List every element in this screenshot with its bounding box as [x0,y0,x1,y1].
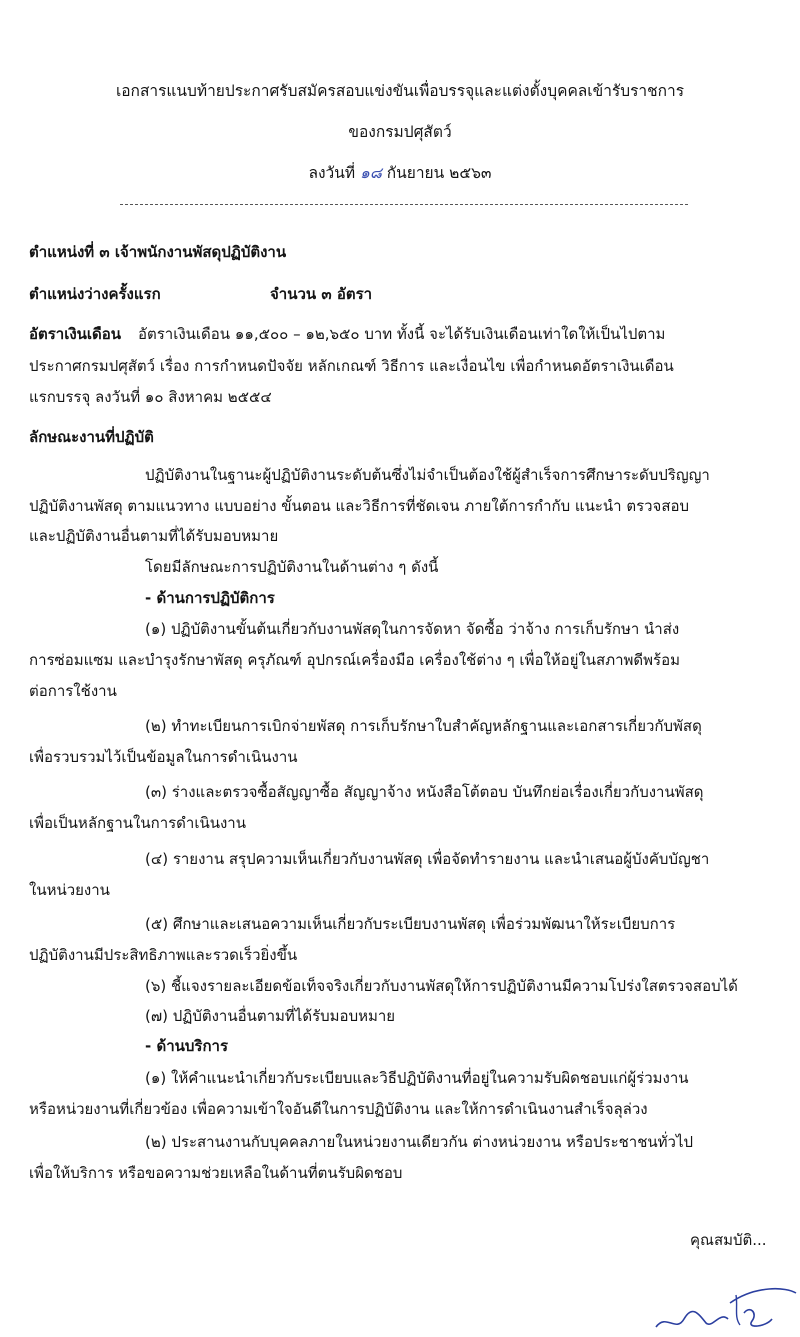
ops-item-1-line-2: การซ่อมแซม และบำรุงรักษาพัสดุ ครุภัณฑ์ อุปกรณ์เครื่องมือ เครื่องใช้ต่าง ๆ เพื่อให้อยู่ในสภาพดีพร้อม [29,651,680,669]
ops-item-4-line-2: ในหน่วยงาน [29,881,110,899]
header-date [0,160,800,185]
ops-item-3-line-2: เพื่อเป็นหลักฐานในการดำเนินงาน [29,814,246,832]
salary-line-2: ประกาศกรมปศุสัตว์ เรื่อง การกำหนดปัจจัย หลักเกณฑ์ วิธีการ และเงื่อนไข เพื่อกำหนดอัตราเงินเดือน [29,357,674,375]
intro-line-1: ปฏิบัติงานในฐานะผู้ปฏิบัติงานระดับต้นซึ่งไม่จำเป็นต้องใช้ผู้สำเร็จการศึกษาระดับปริญญา [145,466,710,484]
aspects-line: โดยมีลักษณะการปฏิบัติงานในด้านต่าง ๆ ดังนี้ [145,558,439,576]
salary-label: อัตราเงินเดือน [29,325,122,343]
ops-item-1-line-1: (๑) ปฏิบัติงานขั้นต้นเกี่ยวกับงานพัสดุในการจัดหา จัดซื้อ ว่าจ้าง การเก็บรักษา นำส่ง [145,620,680,638]
ops-item-2-line-2: เพื่อรวบรวมไว้เป็นข้อมูลในการดำเนินงาน [29,748,298,766]
vacancy-label: ตำแหน่งว่างครั้งแรก [29,285,161,303]
intro-line-2: ปฏิบัติงานพัสดุ ตามแนวทาง แบบอย่าง ขั้นตอน และวิธีการที่ชัดเจน ภายใต้การกำกับ แนะนำ ตรวจสอบ [29,497,690,515]
date-rest: กันยายน ๒๕๖๓ [386,164,492,182]
continued-marker: คุณสมบัติ... [690,1231,767,1249]
ops-item-2-line-1: (๒) ทำทะเบียนการเบิกจ่ายพัสดุ การเก็บรักษาใบสำคัญหลักฐานและเอกสารเกี่ยวกับพัสดุ [145,717,702,735]
salary-line-1: อัตราเงินเดือน ๑๑,๕๐๐ – ๑๒,๖๕๐ บาท ทั้งนี้ จะได้รับเงินเดือนเท่าใดให้เป็นไปตาม [138,325,666,343]
header-line-1: เอกสารแนบท้ายประกาศรับสมัครสอบแข่งขันเพื่อบรรจุและแต่งตั้งบุคคลเข้ารับราชการ [115,82,685,100]
service-heading: - ด้านบริการ [145,1037,229,1055]
salary-line-3: แรกบรรจุ ลงวันที่ ๑๐ สิงหาคม ๒๕๕๔ [29,388,272,406]
position-title: ตำแหน่งที่ ๓ เจ้าพนักงานพัสดุปฏิบัติงาน [29,243,287,261]
duties-heading: ลักษณะงานที่ปฏิบัติ [29,428,154,446]
header-line-2: ของกรมปศุสัตว์ [348,123,452,141]
signature-mark [646,1283,800,1337]
date-day: ๑๘ [360,164,382,182]
ops-item-6: (๖) ชี้แจงรายละเอียดข้อเท็จจริงเกี่ยวกับงานพัสดุให้การปฏิบัติงานมีความโปร่งใสตรวจสอบได้ [145,977,738,995]
ops-item-3-line-1: (๓) ร่างและตรวจซื้อสัญญาซื้อ สัญญาจ้าง หนังสือโต้ตอบ บันทึกย่อเรื่องเกี่ยวกับงานพัสดุ [145,783,704,801]
operations-heading: - ด้านการปฏิบัติการ [145,589,275,607]
header-divider [120,204,688,205]
svc-item-1-line-2: หรือหน่วยงานที่เกี่ยวข้อง เพื่อความเข้าใจอันดีในการปฏิบัติงาน และให้การดำเนินงานสำเร็จลุล่วง [29,1100,648,1118]
svc-item-2-line-2: เพื่อให้บริการ หรือขอความช่วยเหลือในด้านที่ตนรับผิดชอบ [29,1164,403,1182]
svc-item-2-line-1: (๒) ประสานงานกับบุคคลภายในหน่วยงานเดียวกัน ต่างหน่วยงาน หรือประชาชนทั่วไป [145,1133,694,1151]
ops-item-5-line-2: ปฏิบัติงานมีประสิทธิภาพและรวดเร็วยิ่งขึ้น [29,946,298,964]
ops-item-5-line-1: (๕) ศึกษาและเสนอความเห็นเกี่ยวกับระเบียบงานพัสดุ เพื่อร่วมพัฒนาให้ระเบียบการ [145,915,676,933]
date-prefix: ลงวันที่ [308,164,356,182]
intro-line-3: และปฏิบัติงานอื่นตามที่ได้รับมอบหมาย [29,527,279,545]
ops-item-1-line-3: ต่อการใช้งาน [29,682,117,700]
svc-item-1-line-1: (๑) ให้คำแนะนำเกี่ยวกับระเบียบและวิธีปฏิบัติงานที่อยู่ในความรับผิดชอบแก่ผู้ร่วมงาน [145,1069,689,1087]
ops-item-4-line-1: (๔) รายงาน สรุปความเห็นเกี่ยวกับงานพัสดุ เพื่อจัดทำรายงาน และนำเสนอผู้บังคับบัญชา [145,850,710,868]
vacancy-count: จำนวน ๓ อัตรา [270,285,373,303]
ops-item-7: (๗) ปฏิบัติงานอื่นตามที่ได้รับมอบหมาย [145,1007,396,1025]
